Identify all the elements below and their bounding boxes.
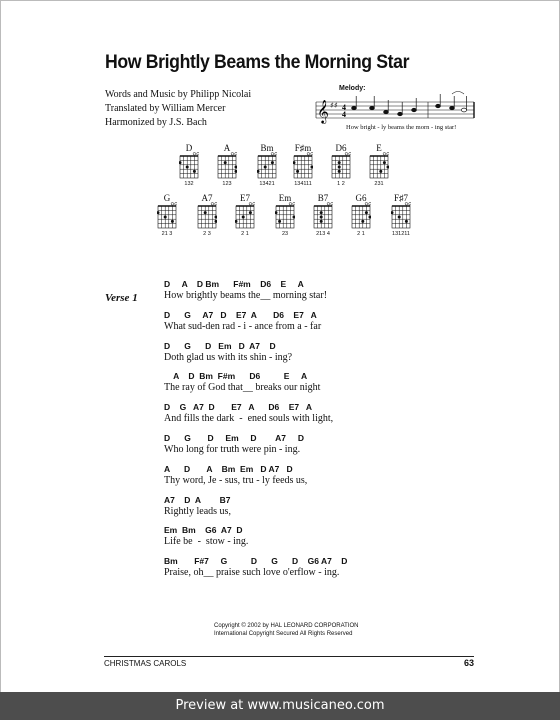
lyric-line: The ray of God that__ breaks our night bbox=[164, 382, 321, 394]
credit-harmony: Harmonized by J.S. Bach bbox=[105, 117, 207, 128]
footer-rule bbox=[104, 656, 474, 657]
chord-fingering: 23 bbox=[281, 231, 289, 237]
chord-grid bbox=[197, 202, 217, 230]
chord-grid bbox=[217, 152, 237, 180]
melody-lyric: How bright - ly beams the morn - ing star! bbox=[346, 124, 457, 131]
chord-fingering: 1 2 bbox=[337, 181, 345, 187]
chord-fingering: 2 1 bbox=[357, 231, 365, 237]
lyric-line: Praise, oh__ praise such love o'erflow - ing. bbox=[164, 567, 340, 579]
lyric-line: Doth glad us with its shin - ing? bbox=[164, 351, 293, 363]
svg-text:4: 4 bbox=[342, 103, 346, 112]
chord-name: Bm bbox=[260, 143, 274, 153]
svg-text:4: 4 bbox=[342, 110, 346, 119]
lyric-line: Life be - stow - ing. bbox=[164, 536, 249, 548]
song-title: How Brightly Beams the Morning Star bbox=[105, 52, 410, 73]
page-number: 63 bbox=[464, 658, 475, 668]
footer-book-title: CHRISTMAS CAROLS bbox=[104, 659, 187, 668]
chord-grid bbox=[275, 202, 295, 230]
chord-fingering: 21 3 bbox=[161, 231, 173, 237]
chord-line: D G A7 D E7 A D6 E7 A bbox=[164, 309, 317, 320]
chord-diagram bbox=[384, 193, 418, 243]
chord-line: A7 D A B7 bbox=[164, 494, 231, 505]
chord-fingering: 2 1 bbox=[241, 231, 249, 237]
chord-diagram bbox=[344, 193, 378, 243]
copyright-line: Copyright © 2002 by HAL LEONARD CORPORATION bbox=[214, 623, 359, 629]
chord-fingering: 123 bbox=[222, 181, 232, 187]
preview-link[interactable]: Preview at www.musicaneo.com bbox=[175, 698, 385, 713]
chord-diagram bbox=[268, 193, 302, 243]
chord-name: G bbox=[163, 193, 171, 203]
chord-name: E7 bbox=[240, 193, 250, 203]
chord-grid bbox=[369, 152, 389, 180]
svg-text:♯♯: ♯♯ bbox=[330, 101, 338, 110]
chord-diagram bbox=[190, 193, 224, 243]
chord-grid bbox=[351, 202, 371, 230]
chord-fingering: 13421 bbox=[259, 181, 275, 187]
lyric-line: How brightly beams the__ morning star! bbox=[164, 290, 328, 301]
chord-line: A D A Bm Em D A7 D bbox=[164, 463, 293, 474]
chord-line: D G A7 D E7 A D6 E7 A bbox=[164, 402, 312, 413]
chord-diagram bbox=[172, 143, 206, 193]
melody-label: Melody: bbox=[339, 85, 366, 92]
chord-fingering: 2 3 bbox=[203, 231, 211, 237]
copyright-line: International Copyright Secured All Rights Reserved bbox=[214, 631, 353, 637]
credits bbox=[105, 88, 251, 130]
preview-banner[interactable] bbox=[0, 692, 560, 720]
chord-name: F♯7 bbox=[393, 193, 408, 203]
chord-line: D G D Em D A7 D bbox=[164, 340, 276, 351]
chord-grid bbox=[293, 152, 313, 180]
chord-grid bbox=[331, 152, 351, 180]
chord-line: A D Bm F#m D6 E A bbox=[164, 371, 308, 382]
chord-grid bbox=[157, 202, 177, 230]
chord-name: Em bbox=[278, 193, 292, 203]
chord-diagram bbox=[306, 193, 340, 243]
chord-fingering: 132 bbox=[184, 181, 194, 187]
credit-translation: Translated by William Mercer bbox=[105, 103, 226, 114]
chord-name: B7 bbox=[317, 193, 329, 203]
chord-diagram bbox=[286, 143, 320, 193]
chord-name: G6 bbox=[355, 193, 367, 203]
chord-grid bbox=[257, 152, 277, 180]
chord-name: A bbox=[223, 143, 231, 153]
svg-text:𝄞: 𝄞 bbox=[317, 99, 329, 123]
credit-words: Words and Music by Philipp Nicolai bbox=[105, 89, 252, 100]
chord-name: F♯m bbox=[294, 143, 312, 153]
chord-fingering: 213 4 bbox=[316, 231, 330, 237]
chord-line: D A D Bm F#m D6 E A bbox=[164, 279, 304, 289]
chord-grid bbox=[235, 202, 255, 230]
song-body bbox=[164, 278, 347, 586]
chord-name: E bbox=[376, 143, 382, 153]
chord-line: Em Bm G6 A7 D bbox=[164, 525, 243, 536]
lyric-line: And fills the dark - ened souls with light, bbox=[164, 413, 334, 425]
chord-diagram bbox=[150, 193, 184, 243]
chord-name: D6 bbox=[335, 143, 347, 153]
chord-diagram bbox=[210, 143, 244, 193]
chord-name: A7 bbox=[201, 193, 213, 203]
chord-grid bbox=[391, 202, 411, 230]
chord-grid bbox=[179, 152, 199, 180]
chord-line: D G D Em D A7 D bbox=[164, 432, 304, 443]
chord-diagram bbox=[362, 143, 396, 193]
lyric-line: Who long for truth were pin - ing. bbox=[164, 443, 301, 455]
verse-label: Verse 1 bbox=[105, 292, 138, 304]
lyric-line: Rightly leads us, bbox=[164, 505, 231, 517]
chord-fingering: 231 bbox=[374, 181, 384, 187]
chord-line: Bm F#7 G D G D G6 A7 D bbox=[164, 556, 348, 567]
chord-diagram bbox=[324, 143, 358, 193]
lyric-line: What sud-den rad - i - ance from a - far bbox=[164, 320, 322, 332]
copyright bbox=[214, 622, 358, 638]
lyric-line: Thy word, Je - sus, tru - ly feeds us, bbox=[164, 474, 308, 486]
chord-grid bbox=[313, 202, 333, 230]
chord-name: D bbox=[185, 143, 193, 153]
chord-fingering: 134111 bbox=[294, 181, 312, 187]
chord-fingering: 131211 bbox=[392, 231, 410, 237]
chord-diagram bbox=[250, 143, 284, 193]
chord-diagram bbox=[228, 193, 262, 243]
